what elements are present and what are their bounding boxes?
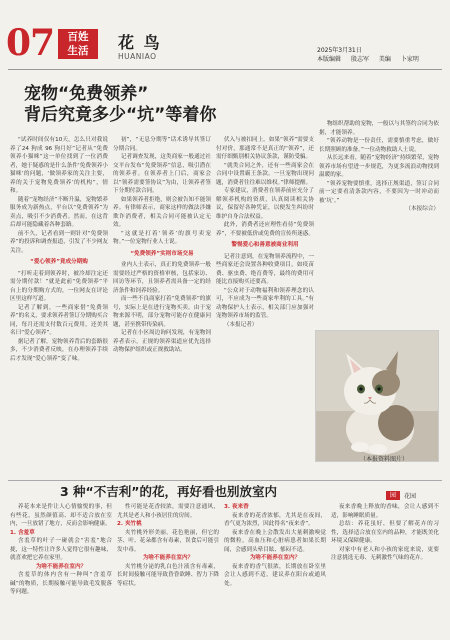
section-title-en: HUANIAO xyxy=(118,52,157,61)
question-heading: 为啥不能养在室内？ xyxy=(142,555,194,561)
section-badge xyxy=(58,29,98,59)
paragraph: 而一些不良商家打着“免费领养”的旗号，实际上是在进行宠物买卖。由于宠物来源不明，部分宠物可能存在健康问题，甚至携带传染病。 xyxy=(113,296,211,328)
paragraph: “试养时间仅有10天，怎么只对我说养了24 狗成 96 狗月好”记者从“免费领养小猫咪”这一单位找到了一位消费者，她于疑惑的是什么条件‘免费领养小猫咪’的问题，‘做领养家的关注主要，养的关于宠物免费领养’的机构”，情和。 xyxy=(10,137,108,194)
article-headline xyxy=(24,84,216,126)
paragraph: 前不久，记者看到一则针对“免费领养”的投诉和调查报道，引发了不少网友关注。 xyxy=(10,230,108,254)
photo-credit: （本报资料图片） xyxy=(360,456,409,463)
item-heading: 2. 夹竹桃 xyxy=(117,521,142,527)
paragraph: 初”，“无息分期等”话术诱导其签订分期合同。 xyxy=(113,137,211,152)
masthead-divider xyxy=(8,69,442,70)
masthead xyxy=(0,0,450,72)
paragraph: 总结：养花虽好，但要了解花卉的习性，选择适合放在室内的品种，才能既美化环境又保障健康。 xyxy=(331,521,439,544)
paragraph: “领养宠物要慎重，选择正规渠道，签订合同前一定要看清条款内容，不要因为一时冲动而被‘坑’。” xyxy=(319,180,439,204)
article-column-1 xyxy=(10,136,108,474)
section-divider xyxy=(8,480,442,481)
article-column-3 xyxy=(216,136,314,474)
paragraph: 含羞草的体内含有一种叫“含羞草碱”的物质，长期接触可能导致毛发脱落等问题。 xyxy=(10,572,112,595)
section-badge-line2: 生活 xyxy=(67,45,89,57)
paragraph: 对家中有老人和小孩的家庭来说，更要注意挑选无毒、无刺激性气味的花卉。 xyxy=(331,546,439,561)
paragraph: 随着“宠物经济”不断升温，宠物繁养服务成为新热点，平台以“免费领养”为卖点，吸引不少消费者。然而，在这背后却可能隐藏着各种套路。 xyxy=(10,196,108,228)
editor-name: 殷志军 xyxy=(350,56,369,63)
paragraph: （本报记者） xyxy=(223,321,258,328)
article-column-2 xyxy=(113,136,211,474)
article-column-4 xyxy=(319,120,439,326)
paragraph: 夜来香的花香浓郁，尤其是在夜间，香气更为浓烈，因此得名“夜来香”。 xyxy=(224,512,326,527)
headline-line-1: 宠物“免费领养” xyxy=(24,84,149,104)
paragraph: 伏入与被扣同上。如果“领养”需要支付对价，那通常不是真正的“领养”，还需仔细甄别相关协议条款，谨防受骗。 xyxy=(216,137,314,160)
subheading: “免费领养”实则市场交易 xyxy=(130,250,194,257)
paragraph: 专家建议，消费者在领养前应充分了解领养机构的资质，认真阅读相关协议，保留好各种凭证，以便发生纠纷时维护自身合法权益。 xyxy=(216,188,314,220)
bottom-article-headline: 3 种“不吉利”的花，再好看也别放室内 xyxy=(60,484,277,499)
bottom-column-3 xyxy=(224,503,326,637)
garden-tag-label: 花园 xyxy=(404,493,417,500)
paragraph: “打听走着到领养时，被冷却注定还需分期付款！”就是此前“免费领养”平台上的分期购方式的，一位网友在评论区里这样写道。 xyxy=(10,270,108,302)
question-heading: 为啥不能养在室内？ xyxy=(35,563,87,570)
bottom-column-2 xyxy=(117,503,219,637)
bottom-column-4 xyxy=(331,503,439,637)
paragraph: 养花本来是件让人心情愉悦的事，但有些花，虽然颜值高、却不适合放在室内，一旦放错了地方，反而会影响健康。 xyxy=(10,504,112,527)
editor-label: 本版编辑 xyxy=(317,56,342,63)
paragraph: 据记者了解，宠物领养背后的套路很多，不少消费者反映，在办理领养手续后才发现“爱心领养”变了味。 xyxy=(10,338,108,362)
question-heading: 为啥不能养在室内？ xyxy=(249,555,301,561)
kitten-photo xyxy=(315,330,439,462)
paragraph: 含羞草的叶子一碰就会“害羞”地合拢，这一特性让许多人觉得它很有趣味，就喜欢把它养在家里。 xyxy=(10,538,112,561)
issue-date: 2025年3月31日 xyxy=(317,47,362,54)
paragraph: 记者在小区周边询问发现，有宠物饲养者表示，正规的领养渠道应优先选择动物保护组织或正规救助站。 xyxy=(113,330,211,353)
paragraph: 从长远来看，随着“宠物经济”持续繁荣，宠物领养市场有望进一步规范，为更多流浪动物找到温暖的家。 xyxy=(319,155,439,178)
issue-meta xyxy=(317,46,427,64)
subheading: 警惕爱心和善意被商业利用 xyxy=(231,242,299,248)
paragraph: 业内人士表示，真正的免费领养一般需要经过严格的资格审核，包括家访、回访等环节，且领养者需具备一定的经济条件和饲养经验。 xyxy=(113,262,211,294)
paragraph: 夹竹桃外形美丽，花色艳丽，但它的茎、叶、花朵都含有毒素，误食后可能引发中毒。 xyxy=(117,529,219,553)
paragraph: 记者了解到，一些商家借“免费领养”的名义，要求领养者签订分期购买合同，每月还需支付数百元费用，还美其名曰“爱心领养”。 xyxy=(10,304,108,336)
item-heading: 3. 夜来香 xyxy=(224,504,249,510)
paragraph: 如果领养者拒绝，则会被告知不能领养。有律师表示，商家这样的做法涉嫌欺诈消费者，相关合同可能被认定无效。 xyxy=(113,196,211,228)
paragraph: 夹竹桃分泌的乳白色汁液含有毒素，长时间接触可能导致昏昏欲睡、智力下降等症状。 xyxy=(117,563,219,587)
kitten-illustration xyxy=(316,331,439,462)
designer-label: 美编 xyxy=(378,56,391,63)
paragraph: 此外，消费者还应理性看待“免费领养”，不要被低价或免费的宣传所迷惑。 xyxy=(216,222,314,237)
paragraph: “就类合同之外，还有一些商家会在合同中设置霸王条款。一旦宠物出现问题，消费者往往难以维权。”律师提醒。 xyxy=(216,162,314,186)
page-number: 07 xyxy=(6,22,55,64)
garden-tag: 园 xyxy=(386,491,400,500)
bottom-column-1 xyxy=(10,503,112,637)
designer-name: 卜家明 xyxy=(400,56,419,63)
section-badge-line1: 百姓 xyxy=(67,31,89,43)
byline: （本报综合） xyxy=(405,206,439,212)
paragraph: 性可能是花香较浓，需要注意通风，尤其是老人和小孩居住的房间。 xyxy=(117,504,219,519)
paragraph: 夜来香在晚上会散发出大量刺激嗅觉的微粒，高血压和心脏病患者如果长期闻，会感到头晕目眩、郁闷不适。 xyxy=(224,529,326,553)
paragraph: 记者调查发现，这类商家一般通过社交平台发布“免费领养”信息，吸引潜在的领养者。在领养者上门后，商家会以“领养需要签协议”为由，让领养者签下分期付款合同。 xyxy=(113,154,211,194)
paragraph: “公众对于动物福利和领养理念的认可，不应成为一些商家牟利的工具。”有动物保护人士表示，相关部门应加强对宠物领养市场的监管。 xyxy=(216,287,314,319)
paragraph: 夜来香晚上释放的香味，会让人感到不适，影响睡眠质量。 xyxy=(331,504,439,519)
subheading: “爱心领养”竟成分期购 xyxy=(30,259,88,265)
paragraph: 物组织帮助的宠物，一般以与其签约合同为依据，才能领养。 xyxy=(319,121,439,136)
paragraph: “领养动物是一份责任，需要慎重考虑，做好长期照顾的准备。”一位动物救助人士说。 xyxy=(319,138,439,153)
item-heading: 1. 含羞草 xyxy=(10,529,35,536)
paragraph: 记者注意到，在宠物领养流程中，一些商家还会设置各种收费项目，如疫苗费、驱虫费、绝育费等，最终的费用可能比直接购买还要高。 xyxy=(216,253,314,285)
section-title: 花 鸟 xyxy=(118,33,162,52)
paragraph: 夜来香的香气很浓，长期放在卧室里会让人感到不适，建议养在阳台或通风处。 xyxy=(224,563,326,587)
headline-line-2: 背后究竟多少“坑”等着你 xyxy=(24,105,217,125)
paragraph: “这就是打着‘领养’的旗号卖宠物。”一位宠物行业人士说。 xyxy=(113,230,211,245)
